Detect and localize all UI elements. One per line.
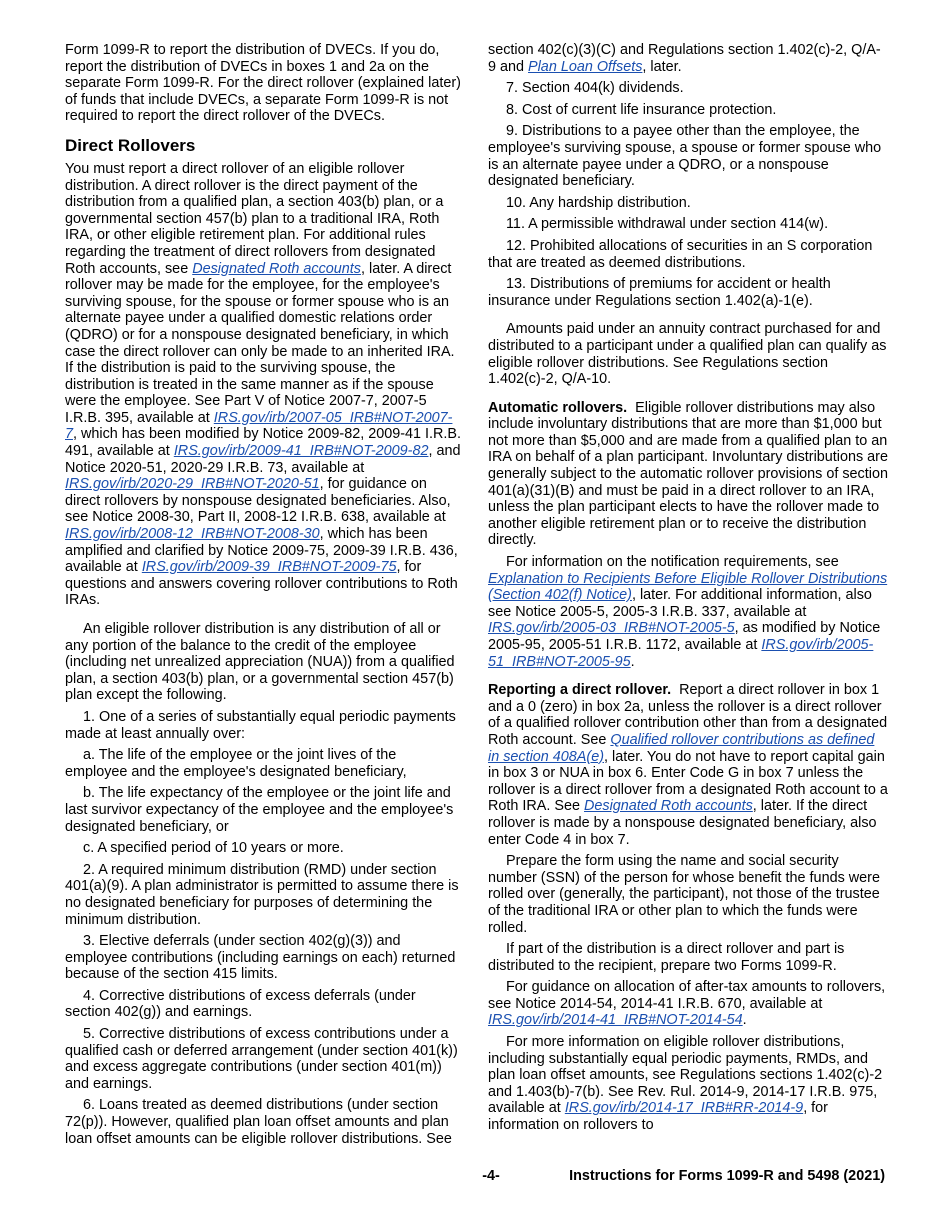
text: , as modified by Notice 2005-95, 2005-51 I.R.B. 1172, available at bbox=[488, 620, 881, 653]
paragraph-automatic-rollovers bbox=[488, 400, 888, 549]
link-not-2005-5[interactable]: IRS.gov/irb/2005-03_IRB#NOT-2005-5 bbox=[488, 620, 735, 637]
text: Eligible rollover distributions may also include involuntary distributions that are more than $1,000 but not more than $5,000 and are made from a qualified plan to an IRA on behalf of a plan participant. Involuntary distributions are generally subject to the automatic rollover provisions of section 401(a)(31)(B) and must be paid in a direct rollover to an IRA, unless the plan participant elects to have the rollover made to another eligible retirement plan or to receive the distribution directly. bbox=[488, 399, 888, 549]
text: , later. If the direct rollover is made by a nonspouse designated beneficiary, also enter Code 4 in box 7. bbox=[488, 798, 877, 848]
paragraph-annuity: Amounts paid under an annuity contract purchased for and distributed to a participant under a qualified plan can qualify as eligible rollover distributions. See Regulations section 1.402(c)-2, Q/A-10. bbox=[488, 321, 887, 388]
run-in-heading-reporting: Reporting a direct rollover. bbox=[488, 682, 672, 699]
text: , later. A direct rollover may be made for the employee, for the employee's surviving spouse, for the spouse or former spouse who is an alternate payee under a qualified domestic relations order (QDRO) or for a nonspouse designated beneficiary, in which case the direct rollover can only be made to an inherited IRA. If the distribution is paid to the surviving spouse, the distribution is treated in the same manner as if the spouse were the employee. See Part V of Notice 2007-7, 2007-5 I.R.B. 395, available at bbox=[65, 260, 455, 426]
link-not-2014-54[interactable]: IRS.gov/irb/2014-41_IRB#NOT-2014-54 bbox=[488, 1012, 743, 1029]
paragraph-direct-rollover bbox=[65, 161, 462, 609]
text: , for guidance on direct rollovers by nonspouse designated beneficiaries. Also, see Notice 2008-30, Part II, 2008-12 I.R.B. 638, available at bbox=[65, 476, 451, 526]
list-item-6: 6. Loans treated as deemed distributions (under section 72(p)). However, qualified plan loan offset amounts and plan loan offset amounts can be eligible rollover distributions. See bbox=[65, 1097, 452, 1147]
text: , and Notice 2020-51, 2020-29 I.R.B. 73, available at bbox=[65, 443, 461, 476]
link-not-2005-95[interactable]: IRS.gov/irb/2005-51_IRB#NOT-2005-95 bbox=[488, 637, 874, 670]
text: , which has been amplified and clarified by Notice 2009-75, 2009-39 I.R.B. 436, available at bbox=[65, 526, 458, 576]
page-number: -4- bbox=[482, 1168, 500, 1184]
list-item-1c: c. A specified period of 10 years or more. bbox=[83, 840, 344, 857]
list-item-7: 7. Section 404(k) dividends. bbox=[506, 80, 684, 97]
run-in-heading-automatic-rollovers: Automatic rollovers. bbox=[488, 399, 628, 416]
list-item-3: 3. Elective deferrals (under section 402(g)(3)) and employee contributions (including earnings on each) returned because of the section 415 limits. bbox=[65, 933, 456, 983]
text: For information on the notification requirements, see bbox=[506, 554, 839, 571]
paragraph-more-information bbox=[488, 1034, 888, 1134]
link-not-2008-30[interactable]: IRS.gov/irb/2008-12_IRB#NOT-2008-30 bbox=[65, 526, 320, 543]
link-not-2007-7[interactable]: IRS.gov/irb/2007-05_IRB#NOT-2007-7 bbox=[65, 409, 453, 443]
text: , for information on rollovers to bbox=[488, 1100, 828, 1134]
link-designated-roth-accounts[interactable]: Designated Roth accounts bbox=[192, 260, 361, 277]
text: . bbox=[630, 653, 635, 670]
text: Report a direct rollover in box 1 and a 0 (zero) in box 2a, unless the rollover is a direct rollover of a qualified rollover contribution other than from a designated Roth account. See bbox=[488, 682, 888, 748]
list-item-5: 5. Corrective distributions of excess contributions under a qualified cash or deferred arrangement (under section 401(k)) and excess aggregate contributions (under section 401(m)) and earnings. bbox=[65, 1026, 458, 1092]
link-plan-loan-offsets[interactable]: Plan Loan Offsets bbox=[528, 58, 643, 75]
text: , for questions and answers covering rollover contributions to Roth IRAs. bbox=[65, 559, 458, 609]
paragraph-after-tax-guidance bbox=[488, 979, 888, 1029]
text: You must report a direct rollover of an eligible rollover distribution. A direct rollover is the direct payment of the distribution from a qualified plan, a section 403(b) plan, or a governmental section 457(b) plan to a traditional IRA, Roth IRA, or other eligible retirement plan. For additional rules regarding the treatment of direct rollovers from designated Roth accounts, see bbox=[65, 160, 444, 277]
paragraph-notification bbox=[488, 554, 888, 670]
link-not-2009-82[interactable]: IRS.gov/irb/2009-41_IRB#NOT-2009-82 bbox=[173, 443, 429, 460]
list-item-10: 10. Any hardship distribution. bbox=[506, 194, 691, 211]
link-designated-roth-accounts-2[interactable]: Designated Roth accounts bbox=[584, 798, 753, 815]
list-item-2: 2. A required minimum distribution (RMD) under section 401(a)(9). A plan administrator is permitted to assume there is no designated beneficiary for purposes of determining the minimum distribution. bbox=[65, 861, 459, 928]
document-title: Instructions for Forms 1099-R and 5498 (2021) bbox=[569, 1168, 885, 1184]
list-item-8: 8. Cost of current life insurance protection. bbox=[506, 101, 777, 118]
list-item-13: 13. Distributions of premiums for accident or health insurance under Regulations section 1.402(a)-1(e). bbox=[488, 276, 831, 309]
text: , later. You do not have to report capital gain in box 3 or NUA in box 6. Enter Code G in box 7 unless the rollover is a direct rollover from a designated Roth account to a Roth IRA. See bbox=[488, 748, 888, 815]
list-item-1: 1. One of a series of substantially equal periodic payments made at least annually over: bbox=[65, 708, 456, 742]
text: , later. bbox=[642, 58, 682, 75]
text: , which has been modified by Notice 2009-82, 2009-41 I.R.B. 491, available at bbox=[65, 426, 461, 460]
list-item-12: 12. Prohibited allocations of securities in an S corporation that are treated as deemed distributions. bbox=[488, 237, 873, 271]
paragraph-continued bbox=[488, 42, 888, 75]
text: section 402(c)(3)(C) and Regulations section 1.402(c)-2, Q/A-9 and bbox=[488, 42, 881, 75]
link-402f-notice[interactable]: Explanation to Recipients Before Eligible Rollover Distributions (Section 402(f) Notice) bbox=[488, 570, 888, 604]
paragraph-dvec: Form 1099-R to report the distribution of DVECs. If you do, report the distribution of DVECs in boxes 1 and 2a on the separate Form 1099-R. For the direct rollover (explained later) of funds that include DVECs, a separate Form 1099-R is not required to report the direct rollover of the DVECs. bbox=[65, 42, 461, 125]
list-item-11: 11. A permissible withdrawal under section 414(w). bbox=[506, 216, 829, 233]
heading-direct-rollovers: Direct Rollovers bbox=[65, 135, 196, 155]
left-column bbox=[65, 42, 462, 1152]
text: For more information on eligible rollover distributions, including substantially equal periodic payments, RMDs, and plan loan offset amounts, see Regulations sections 1.402(c)-2 and 1.403(b)-7(b). See Rev. Rul. 2014-9, 2014-17 I.R.B. 975, available at bbox=[488, 1034, 883, 1117]
list-item-1b: b. The life expectancy of the employee or the joint life and last survivor expectancy of the employee and the employee's designated beneficiary, or bbox=[65, 785, 454, 835]
list-item-4: 4. Corrective distributions of excess deferrals (under section 402(g)) and earnings. bbox=[65, 987, 416, 1021]
right-column bbox=[488, 42, 888, 1139]
paragraph-prepare-form: Prepare the form using the name and social security number (SSN) of the person for whose benefit the funds were rolled over (generally, the participant), not those of the trustee of the traditional IRA or other plan to which the funds were rolled. bbox=[488, 853, 880, 936]
text: , later. For additional information, also see Notice 2005-5, 2005-3 I.R.B. 337, available at bbox=[488, 587, 872, 620]
link-not-2009-75[interactable]: IRS.gov/irb/2009-39_IRB#NOT-2009-75 bbox=[141, 559, 397, 576]
link-qualified-rollover-contributions[interactable]: Qualified rollover contributions as defined in section 408A(e) bbox=[488, 731, 875, 765]
paragraph-part-distribution: If part of the distribution is a direct rollover and part is distributed to the recipient, prepare two Forms 1099-R. bbox=[488, 941, 845, 974]
text: . bbox=[742, 1012, 747, 1029]
link-rr-2014-9[interactable]: IRS.gov/irb/2014-17_IRB#RR-2014-9 bbox=[564, 1100, 804, 1117]
page-footer bbox=[65, 1168, 885, 1186]
link-not-2020-51[interactable]: IRS.gov/irb/2020-29_IRB#NOT-2020-51 bbox=[65, 476, 320, 493]
list-item-9: 9. Distributions to a payee other than the employee, the employee's surviving spouse, a spouse or former spouse who is an alternate payee under a QDRO, or a nonspouse designated beneficiary. bbox=[488, 123, 882, 190]
paragraph-reporting-direct-rollover bbox=[488, 682, 888, 848]
list-item-1a: a. The life of the employee or the joint lives of the employee and the employee's designated beneficiary, bbox=[65, 747, 407, 780]
paragraph-eligible-distribution: An eligible rollover distribution is any distribution of all or any portion of the balance to the credit of the employee (including net unrealized appreciation (NUA)) from a qualified plan, a section 403(b) plan, or a governmental section 457(b) plan except the following. bbox=[65, 621, 455, 704]
text: For guidance on allocation of after-tax amounts to rollovers, see Notice 2014-54, 2014-41 I.R.B. 670, available at bbox=[488, 979, 886, 1012]
